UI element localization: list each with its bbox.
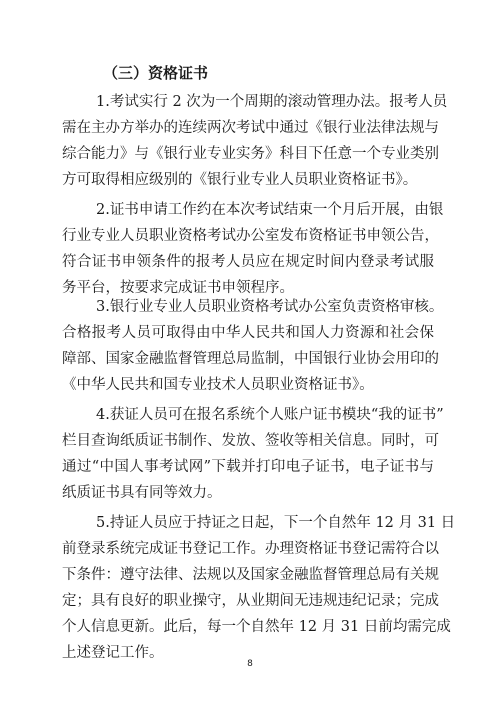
paragraph-2-line-3: 符合证书申领条件的报考人员应在规定时间内登录考试服 (62, 254, 434, 270)
paragraph-1-line-1: 1.考试实行 2 次为一个周期的滚动管理办法。报考人员 (96, 94, 448, 110)
paragraph-5-line-5: 个人信息更新。此后，每一个自然年 12 月 31 日前均需完成 (62, 619, 451, 635)
paragraph-1-line-3: 综合能力》与《银行业专业实务》科目下任意一个专业类别 (62, 146, 439, 162)
paragraph-4-line-2: 栏目查询纸质证书制作、发放、签收等相关信息。同时，可 (62, 433, 439, 449)
paragraph-2-line-1: 2.证书申请工作约在本次考试结束一个月后开展，由银 (96, 202, 444, 218)
paragraph-3-line-3: 障部、国家金融监督管理总局监制，中国银行业协会用印的 (62, 351, 439, 367)
page-number: 8 (247, 659, 253, 669)
paragraph-1-line-2: 需在主办方举办的连续两次考试中通过《银行业法律法规与 (62, 120, 439, 136)
paragraph-3-line-1: 3.银行业专业人员职业资格考试办公室负责资格审核。 (96, 299, 444, 315)
paragraph-4-line-1: 4.获证人员可在报名系统个人账户证书模块“我的证书” (96, 407, 444, 423)
paragraph-1-line-4: 方可取得相应级别的《银行业专业人员职业资格证书》。 (62, 172, 418, 188)
paragraph-3-line-4: 《中华人民共和国专业技术人员职业资格证书》。 (62, 377, 374, 393)
section-heading: （三）资格证书 (103, 64, 209, 82)
paragraph-4-line-4: 纸质证书具有同等效力。 (62, 485, 222, 501)
paragraph-5-line-2: 前登录系统完成证书登记工作。办理资格证书登记需符合以 (62, 541, 439, 557)
paragraph-2-line-4: 务平台，按要求完成证书申领程序。 (62, 280, 294, 296)
paragraph-5-line-3: 下条件：遵守法律、法规以及国家金融监督管理总局有关规 (62, 567, 439, 583)
paragraph-5-line-4: 定；具有良好的职业操守，从业期间无违规违纪记录；完成 (62, 593, 439, 609)
paragraph-5-line-6: 上述登记工作。 (62, 645, 164, 661)
paragraph-4-line-3: 通过“中国人事考试网”下载并打印电子证书，电子证书与 (62, 459, 434, 475)
paragraph-5-line-1: 5.持证人员应于持证之日起，下一个自然年 12 月 31 日 (96, 515, 456, 531)
paragraph-3-line-2: 合格报考人员可取得由中华人民共和国人力资源和社会保 (62, 325, 434, 341)
paragraph-2-line-2: 行业专业人员职业资格考试办公室发布资格证书申领公告， (62, 228, 439, 244)
